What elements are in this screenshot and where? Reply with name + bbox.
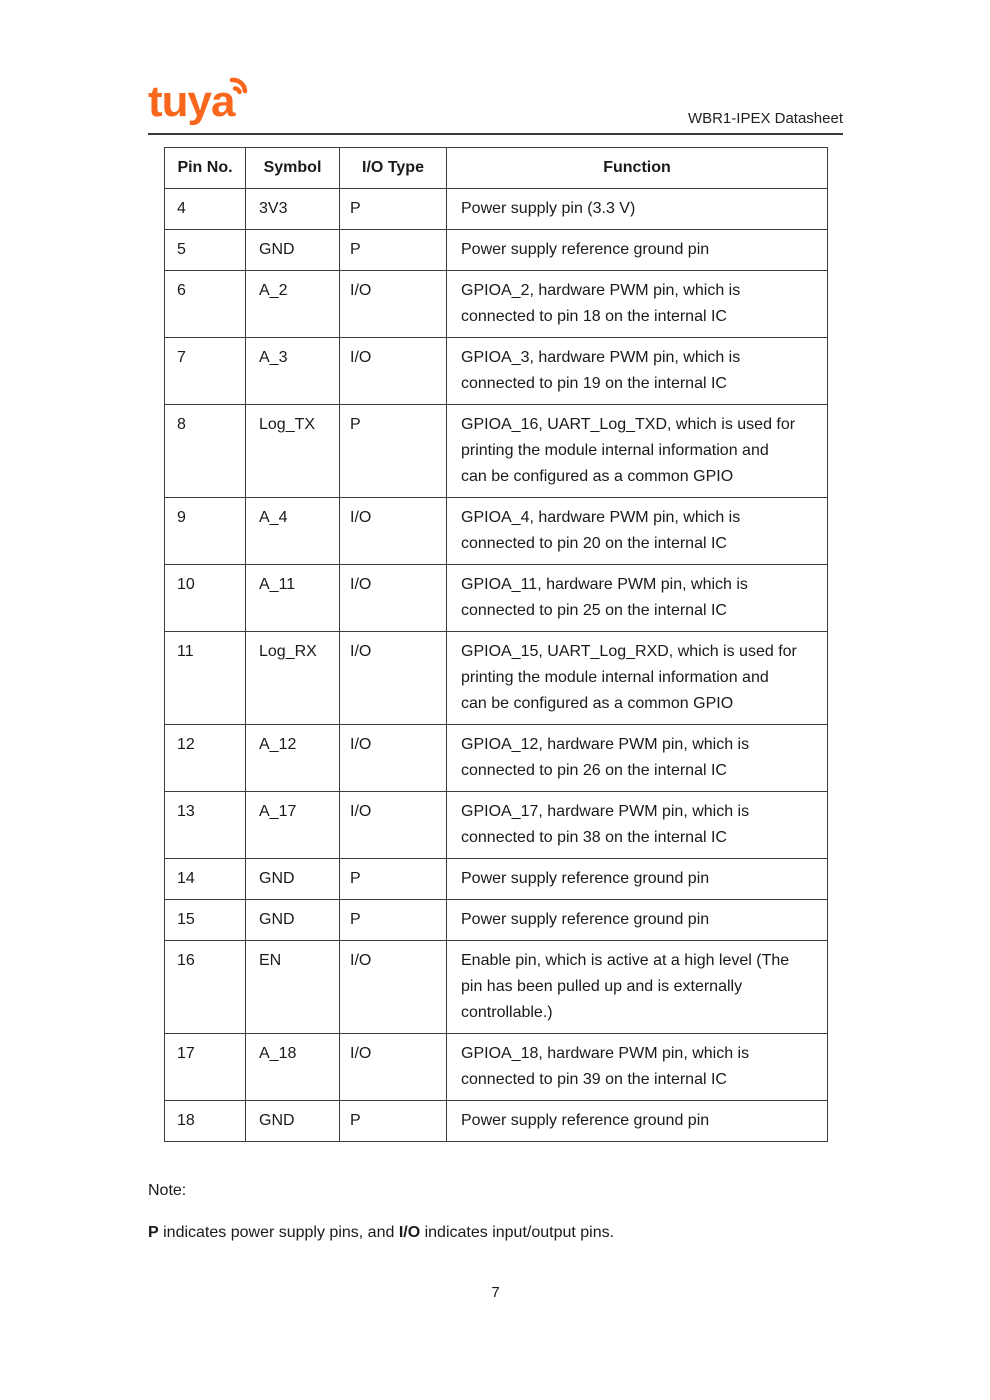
table-row [165, 565, 828, 632]
io-type-cell: I/O [340, 565, 447, 632]
table-row [165, 498, 828, 565]
pin-no-cell: 9 [165, 498, 246, 565]
io-type-cell: P [340, 900, 447, 941]
pin-definition-table [164, 147, 828, 1142]
column-header-symbol: Symbol [246, 148, 340, 189]
io-type-cell: I/O [340, 792, 447, 859]
symbol-cell: A_17 [246, 792, 340, 859]
symbol-cell: Log_RX [246, 632, 340, 725]
symbol-cell: GND [246, 900, 340, 941]
function-cell: Power supply pin (3.3 V) [447, 189, 828, 230]
pin-no-cell: 15 [165, 900, 246, 941]
function-cell: GPIOA_3, hardware PWM pin, which is connected to pin 19 on the internal IC [447, 338, 828, 405]
page-number: 7 [491, 1284, 500, 1301]
pin-no-cell: 14 [165, 859, 246, 900]
symbol-cell: GND [246, 859, 340, 900]
function-cell: GPIOA_2, hardware PWM pin, which is connected to pin 18 on the internal IC [447, 271, 828, 338]
symbol-cell: A_11 [246, 565, 340, 632]
table-row [165, 189, 828, 230]
function-cell: Power supply reference ground pin [447, 900, 828, 941]
pin-no-cell: 6 [165, 271, 246, 338]
pin-no-cell: 18 [165, 1101, 246, 1142]
io-type-cell: I/O [340, 498, 447, 565]
io-type-cell: I/O [340, 725, 447, 792]
page-header [148, 0, 843, 135]
io-type-cell: P [340, 230, 447, 271]
io-type-cell: I/O [340, 271, 447, 338]
column-header-pin-no: Pin No. [165, 148, 246, 189]
io-type-cell: I/O [340, 632, 447, 725]
main-content [148, 134, 843, 1142]
note-label: Note: [148, 1182, 187, 1199]
symbol-cell: Log_TX [246, 405, 340, 498]
table-row [165, 941, 828, 1034]
table-row [165, 338, 828, 405]
function-cell: Power supply reference ground pin [447, 1101, 828, 1142]
symbol-cell: GND [246, 1101, 340, 1142]
pin-no-cell: 10 [165, 565, 246, 632]
note-text-2: indicates input/output pins. [420, 1224, 615, 1241]
symbol-cell: A_18 [246, 1034, 340, 1101]
column-header-io-type: I/O Type [340, 148, 447, 189]
function-cell: GPIOA_18, hardware PWM pin, which is connected to pin 39 on the internal IC [447, 1034, 828, 1101]
document-title: WBR1-IPEX Datasheet [687, 110, 843, 127]
tuya-logo [148, 77, 235, 130]
function-cell: GPIOA_11, hardware PWM pin, which is connected to pin 25 on the internal IC [447, 565, 828, 632]
note-text [148, 1223, 843, 1243]
io-type-cell: I/O [340, 338, 447, 405]
symbol-cell: 3V3 [246, 189, 340, 230]
pin-no-cell: 17 [165, 1034, 246, 1101]
symbol-cell: A_12 [246, 725, 340, 792]
wifi-signal-icon [229, 68, 256, 94]
table-row [165, 405, 828, 498]
note-bold-p: P [148, 1224, 159, 1241]
symbol-cell: A_2 [246, 271, 340, 338]
pin-no-cell: 13 [165, 792, 246, 859]
column-header-function: Function [447, 148, 828, 189]
pin-no-cell: 12 [165, 725, 246, 792]
io-type-cell: I/O [340, 941, 447, 1034]
table-row [165, 859, 828, 900]
symbol-cell: EN [246, 941, 340, 1034]
symbol-cell: A_4 [246, 498, 340, 565]
pin-no-cell: 11 [165, 632, 246, 725]
table-row [165, 1101, 828, 1142]
function-cell: GPIOA_15, UART_Log_RXD, which is used for printing the module internal information and can be configured as a common GPIO [447, 632, 828, 725]
function-cell: GPIOA_4, hardware PWM pin, which is connected to pin 20 on the internal IC [447, 498, 828, 565]
function-cell: Enable pin, which is active at a high level (The pin has been pulled up and is externally controllable.) [447, 941, 828, 1034]
table-row [165, 792, 828, 859]
function-cell: GPIOA_12, hardware PWM pin, which is connected to pin 26 on the internal IC [447, 725, 828, 792]
table-row [165, 1034, 828, 1101]
note-bold-io: I/O [398, 1224, 421, 1241]
pin-no-cell: 7 [165, 338, 246, 405]
io-type-cell: P [340, 1101, 447, 1142]
note-section [148, 1181, 843, 1243]
page-footer [148, 1284, 843, 1301]
table-row [165, 230, 828, 271]
table-row [165, 900, 828, 941]
tuya-logo-text: tuya [148, 77, 235, 126]
function-cell: GPIOA_16, UART_Log_TXD, which is used for printing the module internal information and can be configured as a common GPIO [447, 405, 828, 498]
io-type-cell: P [340, 405, 447, 498]
table-row [165, 271, 828, 338]
io-type-cell: P [340, 189, 447, 230]
pin-no-cell: 5 [165, 230, 246, 271]
function-cell: Power supply reference ground pin [447, 859, 828, 900]
table-row [165, 632, 828, 725]
table-header-row [165, 148, 828, 189]
pin-no-cell: 16 [165, 941, 246, 1034]
function-cell: GPIOA_17, hardware PWM pin, which is connected to pin 38 on the internal IC [447, 792, 828, 859]
symbol-cell: GND [246, 230, 340, 271]
note-text-1: indicates power supply pins, and [158, 1224, 399, 1241]
pin-no-cell: 8 [165, 405, 246, 498]
pin-no-cell: 4 [165, 189, 246, 230]
symbol-cell: A_3 [246, 338, 340, 405]
io-type-cell: I/O [340, 1034, 447, 1101]
table-row [165, 725, 828, 792]
function-cell: Power supply reference ground pin [447, 230, 828, 271]
io-type-cell: P [340, 859, 447, 900]
